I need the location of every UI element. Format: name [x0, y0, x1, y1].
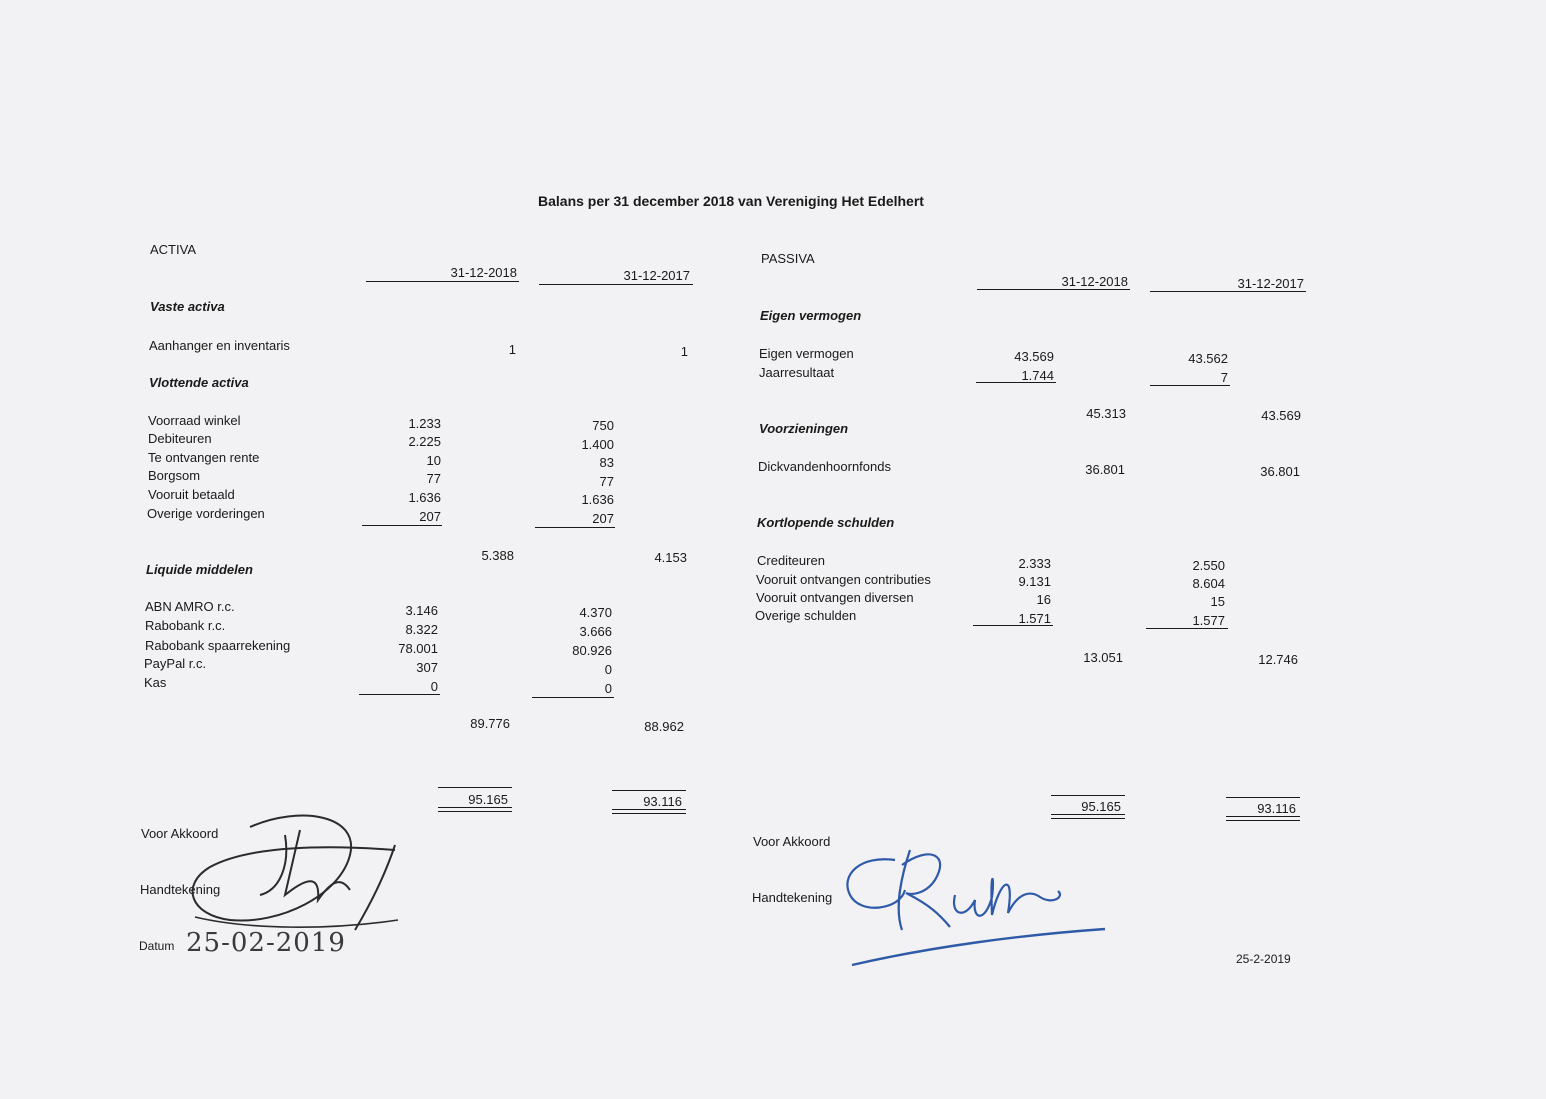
- eigen-vermogen-total-2018: 45.313: [1086, 406, 1126, 421]
- row-label: Borgsom: [148, 468, 201, 483]
- voor-akkoord-label: Voor Akkoord: [753, 834, 831, 849]
- row-value-2018: 3.146: [405, 603, 438, 618]
- activa-col-2018-header: 31-12-2018: [450, 265, 517, 280]
- row-label: Vooruit betaald: [148, 487, 235, 502]
- passiva-grand-total-2018: 95.165: [1081, 799, 1121, 814]
- row-label: Rabobank spaarrekening: [145, 638, 291, 653]
- row-value-2017: 0: [604, 662, 612, 677]
- row-value-2017: 1: [680, 344, 688, 359]
- row-label: Kas: [144, 675, 167, 690]
- row-label: Overige schulden: [755, 608, 857, 623]
- row-value-2018: 8.322: [405, 622, 438, 637]
- row-value-2018: 77: [426, 471, 441, 486]
- grand-total-double-rule: [612, 809, 686, 814]
- row-value-2017: 36.801: [1260, 464, 1300, 479]
- row-value-2017: 207: [592, 511, 614, 526]
- grand-total-top-rule: [438, 787, 512, 788]
- activa-col-2017-rule: [539, 284, 693, 285]
- vaste-activa-heading: Vaste activa: [150, 299, 225, 314]
- signature-right-icon: [840, 835, 1110, 975]
- row-label: ABN AMRO r.c.: [145, 599, 235, 614]
- row-label: Aanhanger en inventaris: [149, 338, 290, 353]
- row-value-2017: 43.562: [1188, 351, 1228, 366]
- grand-total-double-rule: [438, 807, 512, 812]
- grand-total-top-rule: [1226, 797, 1300, 798]
- vlottende-activa-heading: Vlottende activa: [149, 375, 249, 390]
- row-value-2017: 77: [599, 474, 614, 489]
- subtotal-rule: [973, 625, 1053, 626]
- passiva-col-2018-header: 31-12-2018: [1061, 274, 1128, 289]
- liquide-middelen-heading: Liquide middelen: [146, 562, 253, 577]
- row-value-2018: 0: [430, 679, 438, 694]
- handtekening-label: Handtekening: [752, 890, 833, 905]
- passiva-col-2017-rule: [1150, 291, 1306, 292]
- kortlopende-total-2018: 13.051: [1083, 650, 1123, 665]
- row-value-2018: 16: [1036, 592, 1051, 607]
- row-value-2017: 83: [599, 455, 614, 470]
- row-label: Voorraad winkel: [148, 413, 241, 428]
- row-value-2017: 0: [604, 681, 612, 696]
- passiva-col-2018-rule: [977, 289, 1130, 290]
- subtotal-rule: [1146, 628, 1228, 629]
- row-value-2017: 1.577: [1192, 613, 1225, 628]
- row-label: Debiteuren: [148, 431, 212, 446]
- signed-date: 25-2-2019: [1236, 952, 1291, 966]
- row-label: Vooruit ontvangen diversen: [756, 590, 914, 605]
- subtotal-rule: [976, 382, 1056, 383]
- row-label: PayPal r.c.: [144, 656, 207, 671]
- grand-total-double-rule: [1051, 814, 1125, 819]
- activa-grand-total-2018: 95.165: [468, 792, 508, 807]
- row-value-2018: 36.801: [1085, 462, 1125, 477]
- row-value-2017: 15: [1210, 594, 1225, 609]
- row-value-2018: 1.233: [408, 416, 441, 431]
- row-value-2017: 8.604: [1192, 576, 1225, 591]
- passiva-col-2017-header: 31-12-2017: [1237, 276, 1304, 291]
- handwritten-date: 25-02-2019: [186, 928, 346, 958]
- row-value-2017: 4.370: [579, 605, 612, 620]
- subtotal-rule: [362, 525, 442, 526]
- row-label: Vooruit ontvangen contributies: [756, 572, 931, 587]
- subtotal-rule: [359, 694, 440, 695]
- grand-total-double-rule: [1226, 816, 1300, 821]
- row-label: Crediteuren: [757, 553, 825, 568]
- liquide-total-2017: 88.962: [644, 719, 684, 734]
- grand-total-top-rule: [612, 790, 686, 791]
- row-value-2018: 10: [426, 453, 441, 468]
- row-value-2018: 43.569: [1014, 349, 1054, 364]
- kortlopende-total-2017: 12.746: [1258, 652, 1298, 667]
- eigen-vermogen-heading: Eigen vermogen: [760, 308, 862, 323]
- row-value-2018: 307: [416, 660, 438, 675]
- passiva-grand-total-2017: 93.116: [1257, 801, 1296, 816]
- row-value-2018: 1.744: [1021, 368, 1054, 383]
- vlottende-total-2017: 4.153: [654, 550, 687, 565]
- row-value-2017: 1.400: [581, 437, 614, 452]
- row-value-2017: 750: [592, 418, 614, 433]
- row-value-2017: 1.636: [581, 492, 614, 507]
- vlottende-total-2018: 5.388: [481, 548, 514, 563]
- subtotal-rule: [1150, 385, 1230, 386]
- row-value-2018: 9.131: [1018, 574, 1051, 589]
- row-value-2018: 207: [419, 509, 441, 524]
- row-label: Jaarresultaat: [759, 365, 835, 380]
- signature-left-icon: [190, 805, 410, 945]
- row-value-2017: 2.550: [1192, 558, 1225, 573]
- voor-akkoord-label: Voor Akkoord: [141, 826, 219, 841]
- row-value-2018: 1: [508, 342, 516, 357]
- row-label: Overige vorderingen: [147, 506, 265, 521]
- row-value-2018: 2.225: [408, 434, 441, 449]
- document-title: Balans per 31 december 2018 van Vereniging Het Edelhert: [538, 193, 924, 209]
- datum-label: Datum: [139, 939, 175, 953]
- row-value-2017: 80.926: [572, 643, 612, 658]
- row-label: Te ontvangen rente: [148, 450, 260, 465]
- row-value-2018: 1.571: [1018, 611, 1051, 626]
- grand-total-top-rule: [1051, 795, 1125, 796]
- voorzieningen-heading: Voorzieningen: [759, 421, 849, 436]
- activa-grand-total-2017: 93.116: [643, 794, 682, 809]
- row-label: Eigen vermogen: [759, 346, 854, 361]
- row-value-2018: 78.001: [398, 641, 438, 656]
- activa-col-2018-rule: [366, 281, 519, 282]
- activa-heading: ACTIVA: [150, 242, 196, 257]
- passiva-heading: PASSIVA: [761, 251, 815, 266]
- subtotal-rule: [532, 697, 614, 698]
- row-value-2017: 3.666: [579, 624, 612, 639]
- handtekening-label: Handtekening: [140, 882, 221, 897]
- row-label: Dickvandenhoornfonds: [758, 459, 891, 474]
- row-value-2018: 1.636: [408, 490, 441, 505]
- liquide-total-2018: 89.776: [470, 716, 510, 731]
- row-value-2018: 2.333: [1018, 556, 1051, 571]
- activa-col-2017-header: 31-12-2017: [623, 268, 690, 283]
- row-label: Rabobank r.c.: [145, 618, 226, 633]
- eigen-vermogen-total-2017: 43.569: [1261, 408, 1301, 423]
- kortlopende-schulden-heading: Kortlopende schulden: [757, 515, 895, 530]
- subtotal-rule: [535, 527, 615, 528]
- row-value-2017: 7: [1220, 370, 1228, 385]
